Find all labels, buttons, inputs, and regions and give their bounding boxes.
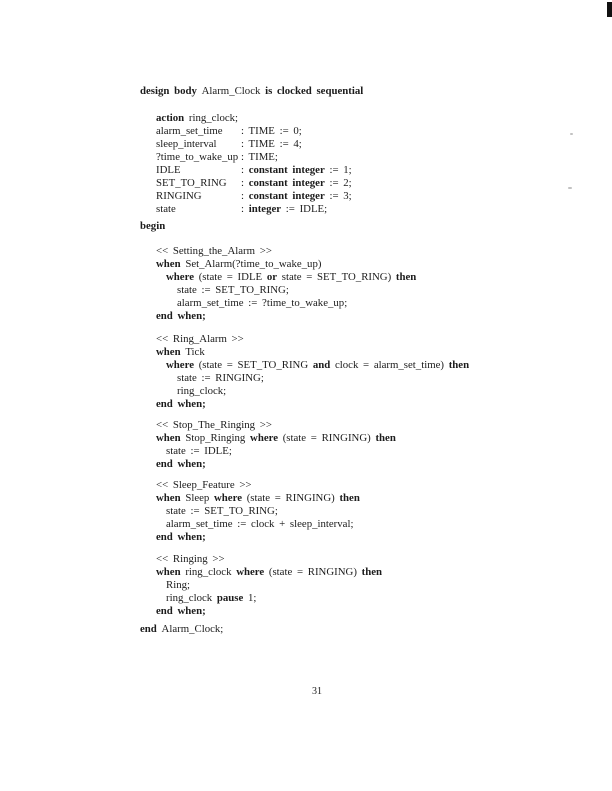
code-line (140, 85, 469, 98)
code-line (140, 518, 469, 531)
code-text: << Setting_the_Alarm >> (156, 245, 272, 257)
scan-artifact-mark (607, 2, 612, 17)
code-text: Sleep (185, 492, 214, 504)
code-line (140, 458, 469, 471)
code-line (140, 164, 469, 177)
code-line (140, 310, 469, 323)
keyword-text: end when; (156, 605, 206, 617)
code-line (140, 623, 469, 636)
keyword-text: constant integer (248, 177, 325, 189)
keyword-text: when (156, 566, 186, 578)
declaration-identifier: ?time_to_wake_up (156, 151, 239, 163)
keyword-text: then (448, 359, 470, 371)
code-listing (140, 85, 469, 636)
code-text: (state = IDLE (198, 271, 267, 283)
code-text: Ring; (166, 579, 190, 591)
code-text: : TIME; (241, 151, 278, 163)
code-line (140, 297, 469, 310)
code-text: : (241, 190, 249, 202)
keyword-text: begin (140, 220, 166, 232)
code-line (140, 112, 469, 125)
code-line (140, 258, 469, 271)
keyword-text: is clocked sequential (265, 85, 364, 97)
code-text: state := RINGING; (177, 372, 264, 384)
code-text: ring_clock; (177, 385, 227, 397)
keyword-text: integer (248, 203, 282, 215)
keyword-text: where (166, 359, 199, 371)
keyword-text: where (166, 271, 199, 283)
code-text: : (241, 177, 249, 189)
code-line (140, 398, 469, 411)
code-text: (state = RINGING) (268, 566, 362, 578)
code-line (140, 359, 469, 372)
code-text: state := SET_TO_RING; (166, 505, 278, 517)
declaration-identifier: RINGING (156, 190, 202, 202)
code-text: state = SET_TO_RING) (277, 271, 396, 283)
keyword-text: then (339, 492, 360, 504)
keyword-text: constant integer (248, 190, 325, 202)
keyword-text: action (156, 112, 189, 124)
code-line (140, 385, 469, 398)
code-text: (state = SET_TO_RING (198, 359, 313, 371)
code-line (140, 605, 469, 618)
code-text: : TIME := 0; (241, 125, 302, 137)
code-text: Tick (185, 346, 205, 358)
code-text: << Ringing >> (156, 553, 225, 565)
code-line (140, 505, 469, 518)
code-text: clock = alarm_set_time) (330, 359, 449, 371)
code-line (140, 592, 469, 605)
code-line (140, 177, 469, 190)
code-line (140, 138, 469, 151)
code-line (140, 203, 469, 216)
code-line (140, 579, 469, 592)
code-text: Alarm_Clock; (161, 623, 224, 635)
code-text: := IDLE; (281, 203, 328, 215)
keyword-text: when (156, 346, 186, 358)
code-line (140, 432, 469, 445)
declaration-identifier: sleep_interval (156, 138, 217, 150)
code-text: ring_clock; (188, 112, 239, 124)
code-line (140, 553, 469, 566)
code-line (140, 445, 469, 458)
code-text: ring_clock (185, 566, 237, 578)
code-text: alarm_set_time := ?time_to_wake_up; (177, 297, 348, 309)
keyword-text: end when; (156, 310, 206, 322)
code-text: state := SET_TO_RING; (177, 284, 289, 296)
code-line (140, 284, 469, 297)
code-text: : TIME := 4; (241, 138, 302, 150)
keyword-text: constant integer (248, 164, 325, 176)
code-text: := 1; (324, 164, 352, 176)
code-text: 1; (243, 592, 257, 604)
code-text: := 2; (324, 177, 352, 189)
code-line (140, 479, 469, 492)
code-text: := 3; (324, 190, 352, 202)
declaration-identifier: IDLE (156, 164, 181, 176)
keyword-text: end (140, 623, 162, 635)
code-text: Set_Alarm(?time_to_wake_up) (185, 258, 322, 270)
keyword-text: then (375, 432, 396, 444)
scan-speck (568, 187, 572, 189)
code-line (140, 125, 469, 138)
code-line (140, 151, 469, 164)
code-text: : (241, 164, 249, 176)
code-line (140, 531, 469, 544)
scan-speck (570, 133, 573, 135)
declaration-identifier: SET_TO_RING (156, 177, 227, 189)
code-line (140, 333, 469, 346)
keyword-text: end when; (156, 458, 206, 470)
code-line (140, 346, 469, 359)
code-text: alarm_set_time := clock + sleep_interval; (166, 518, 354, 530)
declaration-identifier: state (156, 203, 176, 215)
keyword-text: when (156, 492, 186, 504)
code-text: Alarm_Clock (201, 85, 266, 97)
keyword-text: when (156, 258, 186, 270)
code-line (140, 220, 469, 233)
keyword-text: then (395, 271, 417, 283)
code-text: (state = RINGING) (246, 492, 340, 504)
code-text: << Stop_The_Ringing >> (156, 419, 272, 431)
page-number: 31 (312, 686, 322, 697)
code-text: << Ring_Alarm >> (156, 333, 244, 345)
code-line (140, 245, 469, 258)
keyword-text: where (236, 566, 269, 578)
keyword-text: then (361, 566, 383, 578)
code-line (140, 492, 469, 505)
code-text: state := IDLE; (166, 445, 232, 457)
keyword-text: design body (140, 85, 202, 97)
keyword-text: end when; (156, 398, 206, 410)
code-text: Stop_Ringing (185, 432, 251, 444)
code-line (140, 566, 469, 579)
code-text: : (241, 203, 249, 215)
keyword-text: where (214, 492, 247, 504)
code-line (140, 419, 469, 432)
keyword-text: or (266, 271, 278, 283)
code-text: ring_clock (166, 592, 217, 604)
keyword-text: and (312, 359, 331, 371)
code-line (140, 190, 469, 203)
keyword-text: end when; (156, 531, 206, 543)
declaration-identifier: alarm_set_time (156, 125, 223, 137)
code-text: << Sleep_Feature >> (156, 479, 252, 491)
keyword-text: when (156, 432, 186, 444)
keyword-text: where (250, 432, 283, 444)
code-line (140, 372, 469, 385)
code-line (140, 271, 469, 284)
code-text: (state = RINGING) (282, 432, 376, 444)
keyword-text: pause (216, 592, 244, 604)
